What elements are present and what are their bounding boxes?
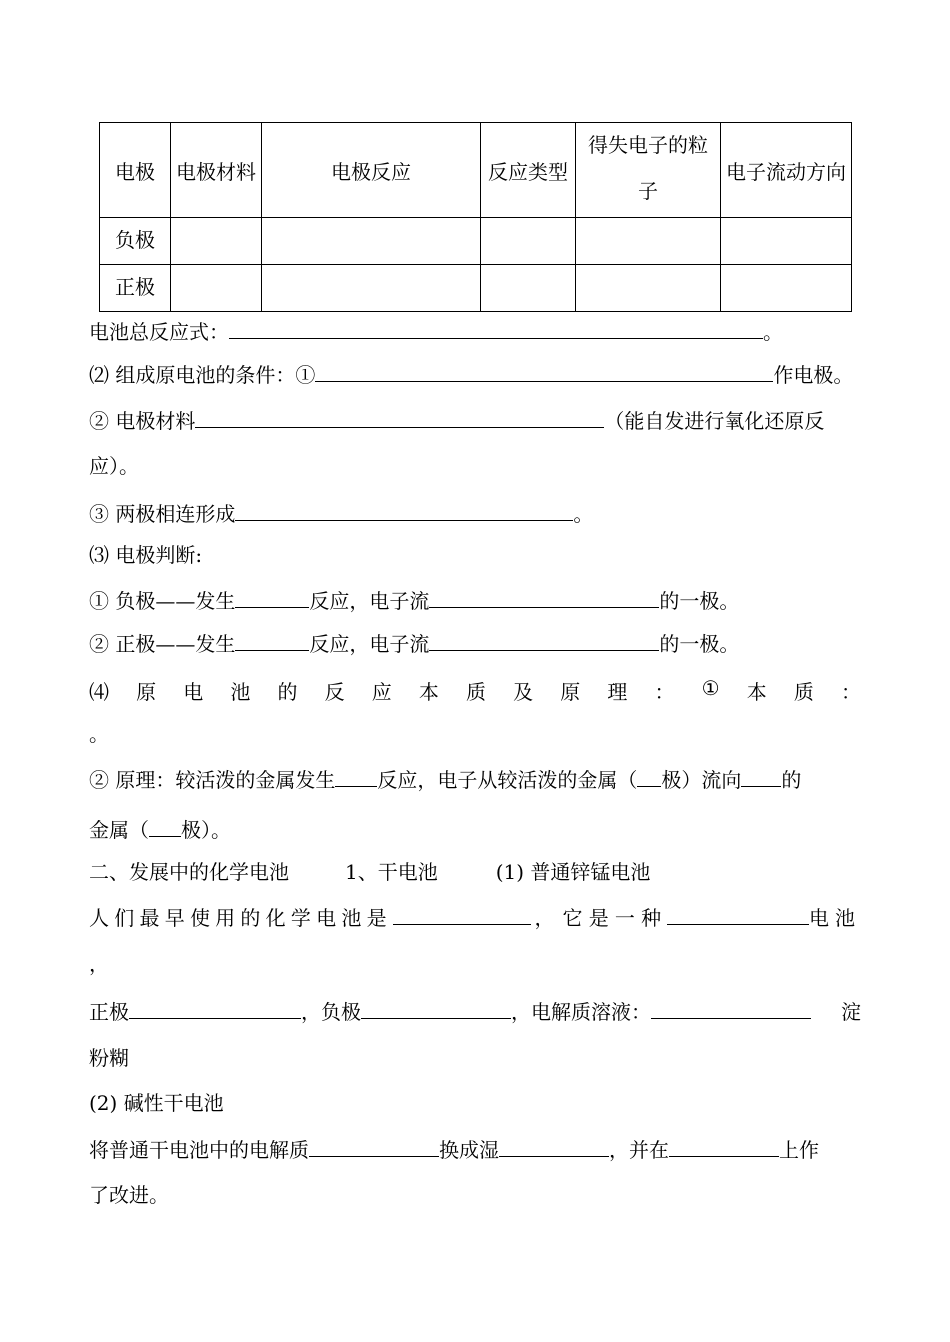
text: 反应，电子流 (309, 632, 430, 656)
cell[interactable] (481, 218, 576, 265)
text: ， (534, 906, 555, 930)
row-label-negative: 负极 (100, 218, 171, 265)
w: 原 (136, 680, 157, 704)
text: 极）流向 (661, 768, 742, 792)
replace-line (89, 1138, 819, 1160)
w: 反 (324, 680, 345, 704)
text: ② 正极——发生 (89, 632, 236, 656)
w: 及 (513, 680, 534, 704)
header-reaction-type: 反应类型 (481, 123, 576, 218)
text: 换成湿 (439, 1138, 499, 1162)
w: ： (654, 680, 675, 704)
w: 理 (607, 680, 628, 704)
header-particle-line2: 子 (638, 179, 658, 203)
positive-blank-1[interactable] (235, 632, 309, 651)
material-line (89, 409, 824, 431)
text: 的 (781, 768, 802, 792)
text: 正极 (89, 1000, 129, 1024)
text: 将普通干电池中的电解质 (89, 1138, 309, 1162)
w: 化 (265, 906, 286, 930)
w: 一 (614, 906, 635, 930)
text: ② 电极材料 (89, 409, 196, 433)
text: 作电极。 (773, 363, 854, 387)
earliest-blank-1[interactable] (393, 906, 531, 925)
text: ，电解质溶液： (511, 1000, 651, 1024)
essence-line (89, 676, 861, 705)
cell[interactable] (576, 218, 721, 265)
condition-blank[interactable] (315, 363, 773, 382)
earliest-blank-2[interactable] (667, 906, 809, 925)
principle-cont (89, 818, 231, 840)
negative-blank-2[interactable] (429, 589, 659, 608)
w: 用 (215, 906, 236, 930)
improve-line: 了改进。 (89, 1183, 169, 1207)
total-reaction-blank[interactable] (229, 320, 763, 339)
text: 二、发展中的化学电池 (89, 860, 289, 884)
cell[interactable] (721, 265, 852, 312)
positive-blank-2[interactable] (429, 632, 659, 651)
text: 金属（ (89, 818, 149, 842)
header-particle-line1: 得失电子的粒 (588, 133, 708, 157)
text: ，负极 (301, 1000, 361, 1024)
electrolyte-blank[interactable] (651, 1000, 811, 1019)
connect-line (89, 502, 593, 524)
condition-line (89, 363, 853, 385)
text: 电池总反应式： (89, 320, 229, 344)
text: 的一极。 (659, 632, 740, 656)
header-electrode: 电极 (100, 123, 171, 218)
negative-blank-1[interactable] (235, 589, 309, 608)
w: 电 (316, 906, 337, 930)
row-label-positive: 正极 (100, 265, 171, 312)
principle-blank-4[interactable] (149, 818, 181, 837)
w: 池 (341, 906, 362, 930)
w: 池 (230, 680, 251, 704)
text: 。 (763, 320, 783, 344)
text: 的一极。 (659, 589, 740, 613)
w: 使 (189, 906, 210, 930)
w: 它 (562, 906, 583, 930)
replace-blank-2[interactable] (499, 1138, 609, 1157)
text: 电池 (809, 906, 861, 930)
w: ① (701, 676, 720, 700)
principle-line (89, 768, 801, 790)
text: 1、干电池 (345, 860, 438, 884)
text: 淀 (841, 1000, 861, 1024)
text: 极）。 (181, 818, 231, 842)
text: 反应，电子流 (309, 589, 430, 613)
text: 上作 (779, 1138, 819, 1162)
text: 反应，电子从较活泼的金属（ (377, 768, 638, 792)
w: 的 (277, 680, 298, 704)
principle-blank-2[interactable] (637, 768, 661, 787)
cell[interactable] (171, 218, 262, 265)
w: 早 (164, 906, 185, 930)
electrode-table (99, 122, 852, 312)
neg-blank[interactable] (361, 1000, 511, 1019)
replace-blank-1[interactable] (309, 1138, 439, 1157)
text: 。 (573, 502, 594, 526)
text: （能自发进行氧化还原反 (604, 409, 825, 433)
cell[interactable] (262, 218, 481, 265)
w: 本 (418, 680, 439, 704)
w: 学 (290, 906, 311, 930)
material-blank[interactable] (195, 409, 604, 428)
pos-blank[interactable] (129, 1000, 301, 1019)
w: 质 (793, 680, 814, 704)
text: (1) 普通锌锰电池 (495, 860, 651, 884)
w: ⑷ (89, 680, 109, 704)
w: 种 (641, 906, 662, 930)
text: ② 原理：较活泼的金属发生 (89, 768, 336, 792)
positive-line (89, 632, 739, 654)
judge-heading: ⑶ 电极判断: (89, 543, 203, 567)
starch-cont: 粉糊 (89, 1046, 129, 1070)
header-material: 电极材料 (171, 123, 262, 218)
material-cont: 应）。 (89, 454, 139, 478)
w: 电 (183, 680, 204, 704)
principle-blank-1[interactable] (335, 768, 377, 787)
cell[interactable] (576, 265, 721, 312)
header-reaction: 电极反应 (262, 123, 481, 218)
w: 人 (89, 906, 109, 930)
cell[interactable] (262, 265, 481, 312)
comma-line: ， (89, 952, 109, 976)
cell[interactable] (481, 265, 576, 312)
text: ⑵ 组成原电池的条件：① (89, 363, 316, 387)
w: 们 (114, 906, 135, 930)
connect-blank[interactable] (235, 502, 573, 521)
cell[interactable] (171, 265, 262, 312)
text: ③ 两极相连形成 (89, 502, 236, 526)
text: ① 负极——发生 (89, 589, 236, 613)
cell[interactable] (721, 218, 852, 265)
electrode-line (89, 1000, 861, 1022)
w: 质 (466, 680, 486, 704)
w: 是 (366, 906, 387, 930)
header-flow: 电子流动方向 (721, 123, 852, 218)
earliest-line (89, 906, 861, 928)
w: 原 (560, 680, 581, 704)
replace-blank-3[interactable] (669, 1138, 779, 1157)
w: 是 (588, 906, 609, 930)
total-reaction-line (89, 320, 783, 342)
negative-line (89, 589, 739, 611)
w: 最 (139, 906, 160, 930)
w: ： (840, 680, 861, 704)
alkaline-heading: (2) 碱性干电池 (89, 1091, 224, 1115)
essence-end: 。 (89, 722, 109, 746)
text: ，并在 (609, 1138, 669, 1162)
w: 应 (371, 680, 392, 704)
w: 的 (240, 906, 261, 930)
w: 本 (746, 680, 767, 704)
principle-blank-3[interactable] (741, 768, 781, 787)
section2-heading (89, 862, 650, 882)
header-particle (576, 123, 721, 218)
